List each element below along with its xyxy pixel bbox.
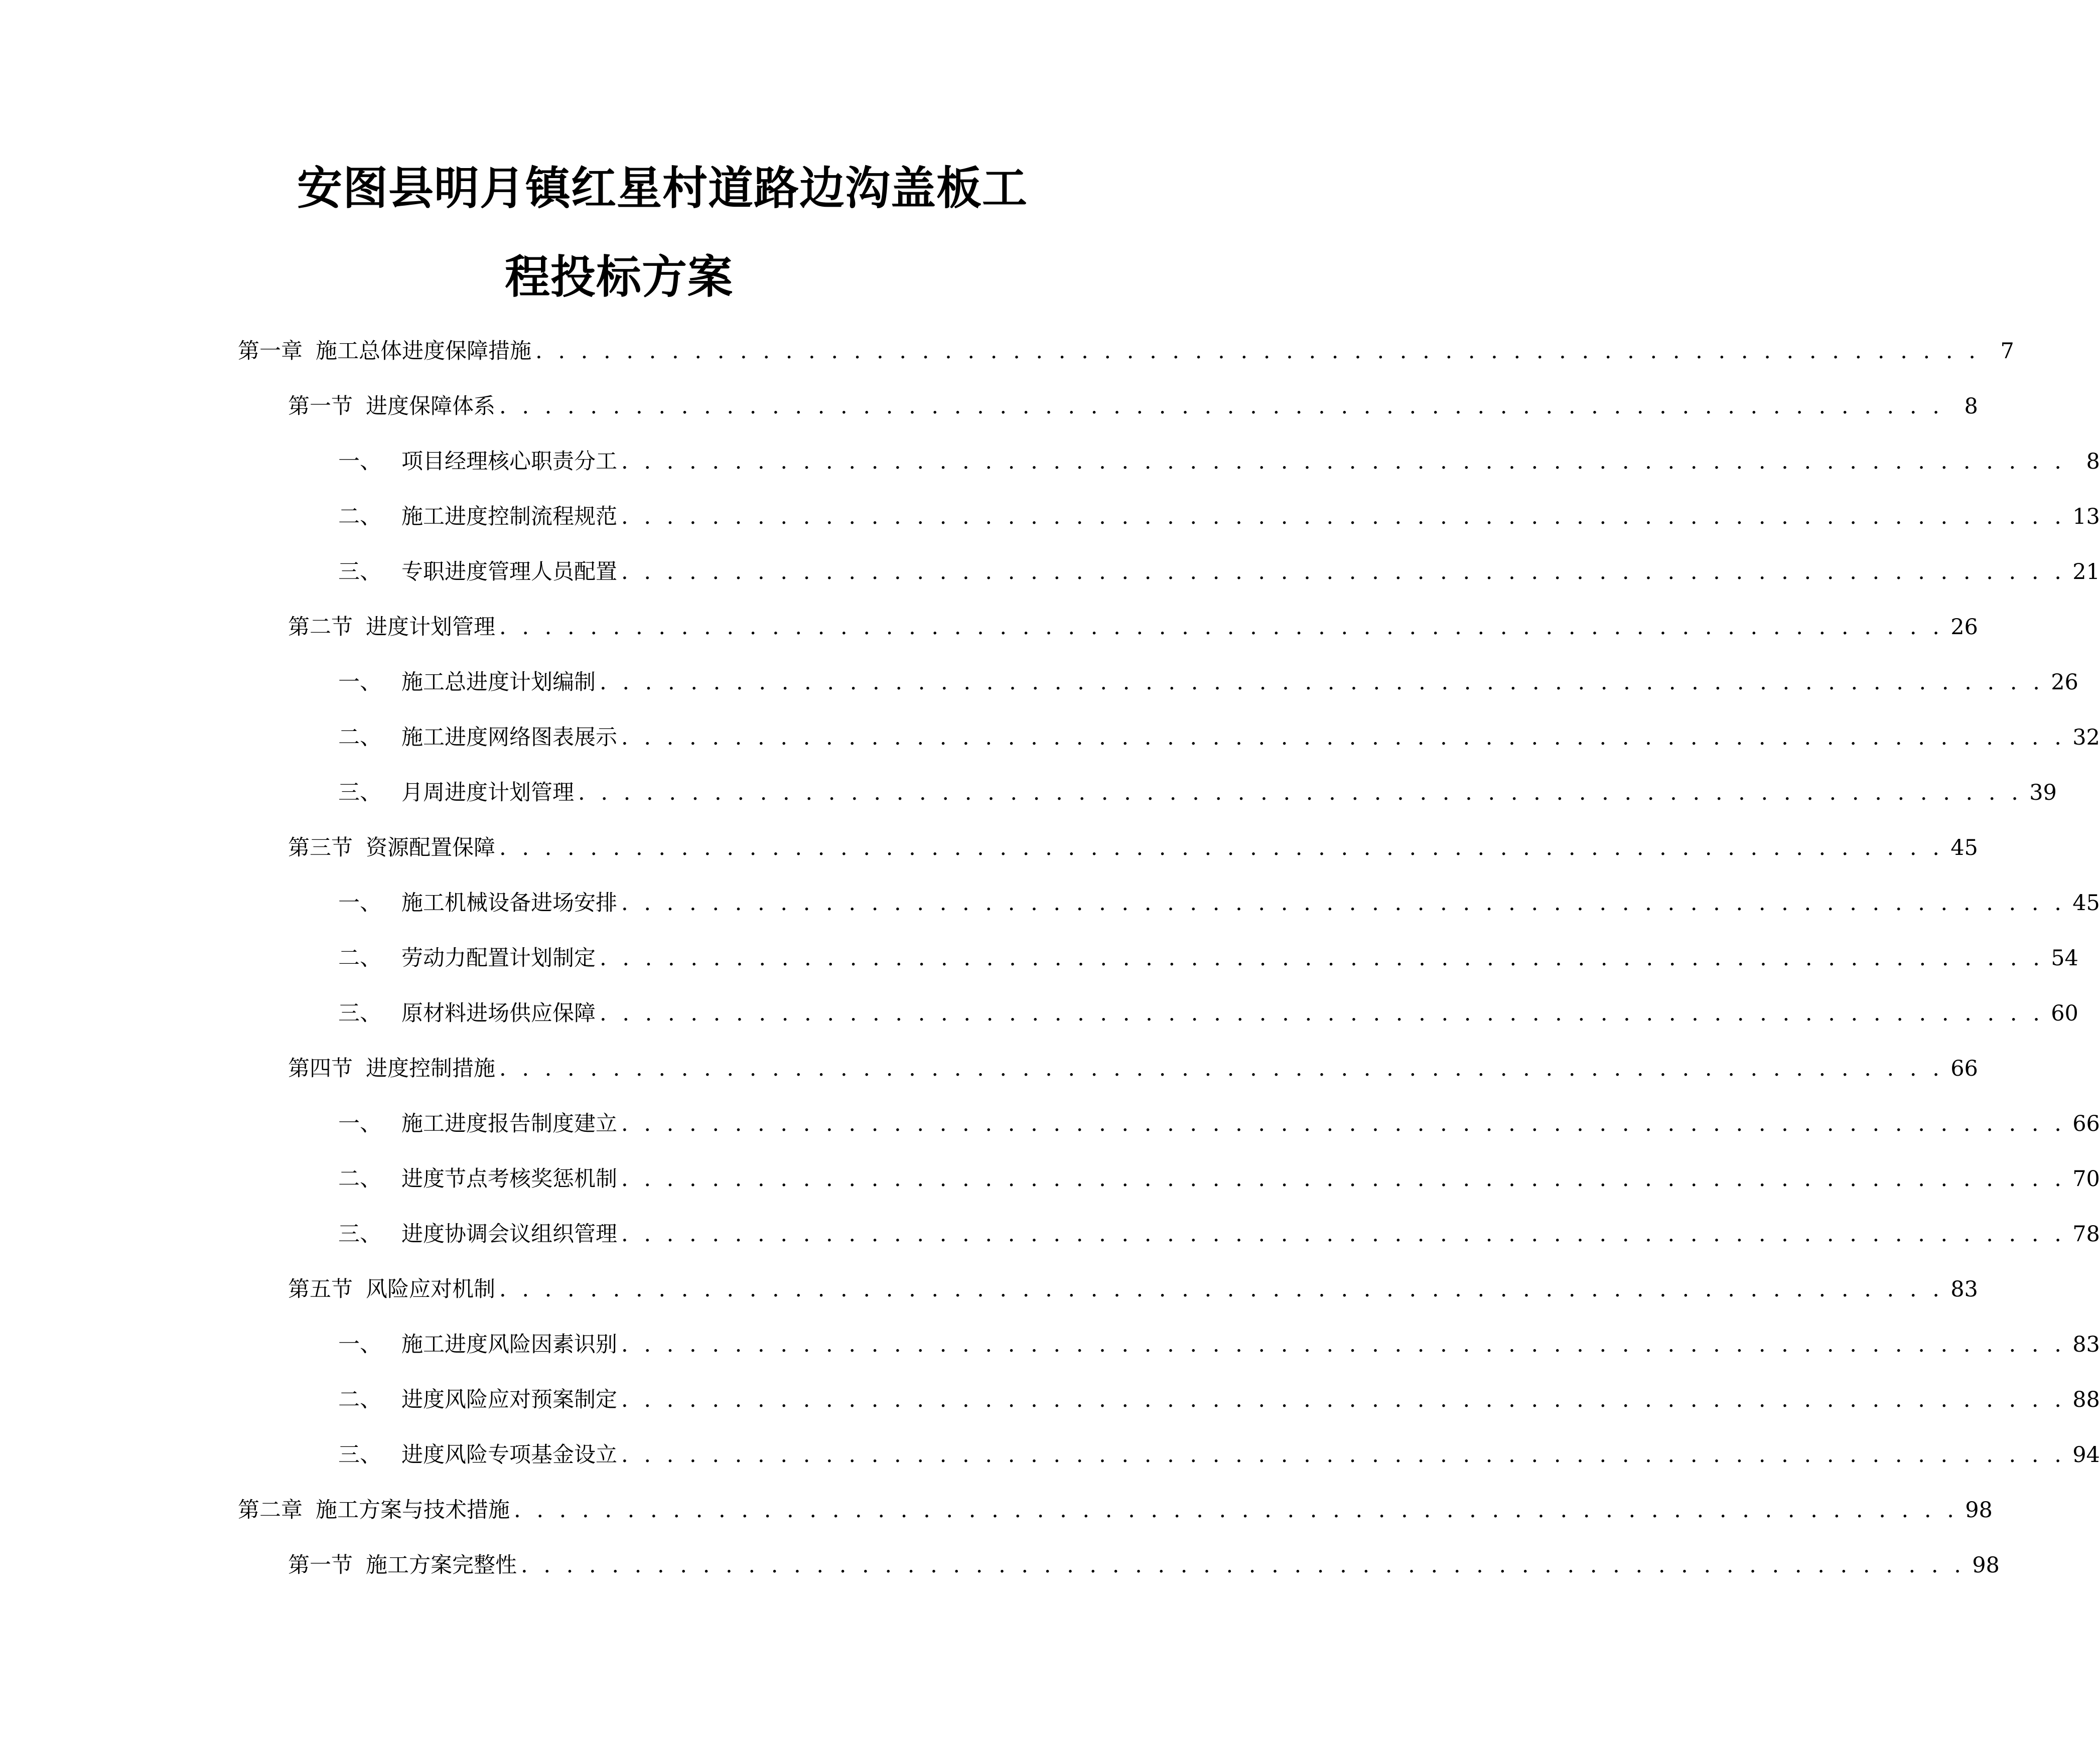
toc-entry[interactable] <box>338 778 2057 808</box>
toc-dot-leader: . . . . . . . . . . . . . . . . . . . . . . . . . . . . . . . . . . . . . . . . . . . . . . . . . . . . . . . . . . . . . . . . <box>499 835 1944 860</box>
toc-entry-label: 施工总体进度保障措施 <box>316 339 531 364</box>
toc-dot-leader: . . . . . . . . . . . . . . . . . . . . . . . . . . . . . . . . . . . . . . . . . . . . . . . . . . . . . . . . . . . . . . . . <box>499 1277 1944 1302</box>
toc-entry[interactable] <box>288 1550 2000 1580</box>
toc-entry-label: 施工进度网络图表展示 <box>401 725 617 750</box>
toc-entry[interactable] <box>338 557 2100 587</box>
toc-entry-label: 施工机械设备进场安排 <box>401 891 617 916</box>
toc-dot-leader: . . . . . . . . . . . . . . . . . . . . . . . . . . . . . . . . . . . . . . . . . . . . . . . . . . . . . . . . . . . . . . . . <box>621 1332 2066 1357</box>
toc-entry-number: 第一节 <box>288 394 353 419</box>
toc-dot-leader: . . . . . . . . . . . . . . . . . . . . . . . . . . . . . . . . . . . . . . . . . . . . . . . . . . . . . . . . . . . . . . . . <box>621 1222 2066 1247</box>
toc-entry-number: 第一章 <box>238 339 303 364</box>
toc-entry-number: 一、 <box>338 891 381 916</box>
toc-entry-number: 一、 <box>338 1332 381 1357</box>
toc-entry-page-number: 66 <box>2072 1111 2100 1136</box>
toc-entry-label: 施工进度控制流程规范 <box>401 504 617 529</box>
toc-entry-label: 进度控制措施 <box>366 1056 495 1081</box>
toc-entry-label: 施工进度风险因素识别 <box>401 1332 617 1357</box>
toc-entry-page-number: 8 <box>1964 394 1978 419</box>
toc-entry-number: 二、 <box>338 1387 381 1412</box>
toc-entry-number: 二、 <box>338 946 381 971</box>
toc-entry[interactable] <box>288 612 1978 642</box>
toc-entry-page-number: 45 <box>1950 835 1978 860</box>
toc-entry[interactable] <box>338 722 2100 753</box>
toc-entry-label: 进度节点考核奖惩机制 <box>401 1166 617 1192</box>
toc-dot-leader: . . . . . . . . . . . . . . . . . . . . . . . . . . . . . . . . . . . . . . . . . . . . . . . . . . . . . . . . . . . . . . . . <box>621 1442 2066 1468</box>
toc-dot-leader: . . . . . . . . . . . . . . . . . . . . . . . . . . . . . . . . . . . . . . . . . . . . . . . . . . . . . . . . . . . . . . . . <box>600 670 2044 695</box>
toc-entry-number: 第三节 <box>288 835 353 860</box>
toc-dot-leader: . . . . . . . . . . . . . . . . . . . . . . . . . . . . . . . . . . . . . . . . . . . . . . . . . . . . . . . . . . . . . . . . <box>621 1166 2066 1192</box>
toc-dot-leader: . . . . . . . . . . . . . . . . . . . . . . . . . . . . . . . . . . . . . . . . . . . . . . . . . . . . . . . . . . . . . . . . <box>621 559 2066 584</box>
toc-entry-label: 进度协调会议组织管理 <box>401 1222 617 1247</box>
toc-dot-leader: . . . . . . . . . . . . . . . . . . . . . . . . . . . . . . . . . . . . . . . . . . . . . . . . . . . . . . . . . . . . . . . . <box>499 615 1944 640</box>
toc-entry-page-number: 26 <box>1950 615 1978 640</box>
toc-entry[interactable] <box>338 1440 2100 1470</box>
toc-entry[interactable] <box>338 1164 2100 1194</box>
toc-entry-number: 三、 <box>338 1222 381 1247</box>
toc-dot-leader: . . . . . . . . . . . . . . . . . . . . . . . . . . . . . . . . . . . . . . . . . . . . . . . . . . . . . . . . . . . . . . . . <box>521 1553 1966 1578</box>
toc-dot-leader: . . . . . . . . . . . . . . . . . . . . . . . . . . . . . . . . . . . . . . . . . . . . . . . . . . . . . . . . . . . . . . . . <box>514 1498 1958 1523</box>
toc-entry-label: 施工方案与技术措施 <box>316 1498 510 1523</box>
toc-dot-leader: . . . . . . . . . . . . . . . . . . . . . . . . . . . . . . . . . . . . . . . . . . . . . . . . . . . . . . . . . . . . . . . . <box>621 1387 2066 1412</box>
toc-entry-label: 原材料进场供应保障 <box>401 1001 596 1026</box>
toc-entry-page-number: 39 <box>2029 780 2057 805</box>
toc-dot-leader: . . . . . . . . . . . . . . . . . . . . . . . . . . . . . . . . . . . . . . . . . . . . . . . . . . . . . . . . . . . . . . . . <box>621 725 2066 750</box>
toc-entry-number: 第四节 <box>288 1056 353 1081</box>
toc-entry[interactable] <box>338 888 2100 918</box>
toc-entry-page-number: 45 <box>2072 891 2100 916</box>
toc-entry-page-number: 54 <box>2051 946 2078 971</box>
toc-entry-page-number: 98 <box>1965 1498 1993 1523</box>
toc-entry-page-number: 88 <box>2072 1387 2100 1412</box>
toc-entry-page-number: 21 <box>2072 559 2100 584</box>
toc-entry-number: 二、 <box>338 1166 381 1192</box>
toc-entry-number: 二、 <box>338 504 381 529</box>
toc-entry[interactable] <box>338 502 2100 532</box>
toc-entry-page-number: 8 <box>2086 449 2100 474</box>
toc-dot-leader: . . . . . . . . . . . . . . . . . . . . . . . . . . . . . . . . . . . . . . . . . . . . . . . . . . . . . . . . . . . . . . . . <box>600 946 2044 971</box>
toc-entry-number: 一、 <box>338 449 381 474</box>
toc-entry-label: 专职进度管理人员配置 <box>401 559 617 584</box>
toc-dot-leader: . . . . . . . . . . . . . . . . . . . . . . . . . . . . . . . . . . . . . . . . . . . . . . . . . . . . . . . . . . . . . . . . <box>621 449 2066 474</box>
toc-entry[interactable] <box>338 1385 2100 1415</box>
toc-entry-page-number: 78 <box>2072 1222 2100 1247</box>
toc-entry-number: 第五节 <box>288 1277 353 1302</box>
toc-entry[interactable] <box>288 1054 1978 1084</box>
toc-dot-leader: . . . . . . . . . . . . . . . . . . . . . . . . . . . . . . . . . . . . . . . . . . . . . . . . . . . . . . . . . . . . . . . . <box>621 1111 2066 1136</box>
toc-entry-number: 三、 <box>338 1001 381 1026</box>
toc-entry-page-number: 32 <box>2072 725 2100 750</box>
toc-entry-page-number: 94 <box>2072 1442 2100 1468</box>
toc-entry-label: 施工进度报告制度建立 <box>401 1111 617 1136</box>
toc-entry-number: 三、 <box>338 1442 381 1468</box>
toc-entry[interactable] <box>338 1219 2100 1249</box>
toc-dot-leader: . . . . . . . . . . . . . . . . . . . . . . . . . . . . . . . . . . . . . . . . . . . . . . . . . . . . . . . . . . . . . . . . <box>578 780 2023 805</box>
toc-entry-number: 三、 <box>338 780 381 805</box>
toc-entry[interactable] <box>338 447 2100 477</box>
toc-entry[interactable] <box>338 998 2078 1029</box>
toc-entry[interactable] <box>338 1330 2100 1360</box>
toc-entry-label: 进度保障体系 <box>366 394 495 419</box>
toc-dot-leader: . . . . . . . . . . . . . . . . . . . . . . . . . . . . . . . . . . . . . . . . . . . . . . . . . . . . . . . . . . . . . . . . <box>499 1056 1944 1081</box>
toc-entry-number: 第二章 <box>238 1498 303 1523</box>
toc-entry-page-number: 60 <box>2051 1001 2078 1026</box>
toc-entry-label: 资源配置保障 <box>366 835 495 860</box>
toc-entry[interactable] <box>238 336 2014 366</box>
toc-entry-page-number: 98 <box>1972 1553 2000 1578</box>
toc-entry[interactable] <box>288 833 1978 863</box>
toc-entry[interactable] <box>338 943 2078 973</box>
toc-entry[interactable] <box>288 391 1978 421</box>
toc-entry-number: 二、 <box>338 725 381 750</box>
toc-entry[interactable] <box>338 667 2078 697</box>
toc-dot-leader: . . . . . . . . . . . . . . . . . . . . . . . . . . . . . . . . . . . . . . . . . . . . . . . . . . . . . . . . . . . . . . . . <box>600 1001 2044 1026</box>
toc-entry-label: 进度风险应对预案制定 <box>401 1387 617 1412</box>
toc-entry-page-number: 26 <box>2051 670 2078 695</box>
toc-entry-page-number: 13 <box>2072 504 2100 529</box>
toc-dot-leader: . . . . . . . . . . . . . . . . . . . . . . . . . . . . . . . . . . . . . . . . . . . . . . . . . . . . . . . . . . . . . . . . <box>621 504 2066 529</box>
toc-entry-number: 第一节 <box>288 1553 353 1578</box>
toc-entry-label: 项目经理核心职责分工 <box>401 449 617 474</box>
toc-dot-leader: . . . . . . . . . . . . . . . . . . . . . . . . . . . . . . . . . . . . . . . . . . . . . . . . . . . . . . . . . . . . . . . . <box>535 339 1980 364</box>
toc-entry-number: 一、 <box>338 670 381 695</box>
toc-entry[interactable] <box>238 1495 1993 1525</box>
toc-entry[interactable] <box>288 1274 1978 1304</box>
toc-entry-label: 进度计划管理 <box>366 615 495 640</box>
toc-entry-page-number: 7 <box>2000 339 2014 364</box>
toc-entry-page-number: 83 <box>2072 1332 2100 1357</box>
toc-dot-leader: . . . . . . . . . . . . . . . . . . . . . . . . . . . . . . . . . . . . . . . . . . . . . . . . . . . . . . . . . . . . . . . . <box>499 394 1944 419</box>
document-title-line-2: 程投标方案 <box>505 250 733 304</box>
toc-entry-page-number: 83 <box>1950 1277 1978 1302</box>
toc-dot-leader: . . . . . . . . . . . . . . . . . . . . . . . . . . . . . . . . . . . . . . . . . . . . . . . . . . . . . . . . . . . . . . . . <box>621 891 2066 916</box>
toc-entry-label: 进度风险专项基金设立 <box>401 1442 617 1468</box>
toc-entry-label: 劳动力配置计划制定 <box>401 946 596 971</box>
toc-entry-label: 施工方案完整性 <box>366 1553 517 1578</box>
toc-entry-label: 施工总进度计划编制 <box>401 670 596 695</box>
toc-entry-label: 月周进度计划管理 <box>401 780 574 805</box>
toc-entry[interactable] <box>338 1109 2100 1139</box>
document-title-line-1: 安图县明月镇红星村道路边沟盖板工 <box>297 162 1028 215</box>
toc-entry-page-number: 66 <box>1950 1056 1978 1081</box>
toc-entry-number: 三、 <box>338 559 381 584</box>
toc-entry-label: 风险应对机制 <box>366 1277 495 1302</box>
toc-entry-number: 第二节 <box>288 615 353 640</box>
toc-entry-page-number: 70 <box>2072 1166 2100 1192</box>
toc-entry-number: 一、 <box>338 1111 381 1136</box>
